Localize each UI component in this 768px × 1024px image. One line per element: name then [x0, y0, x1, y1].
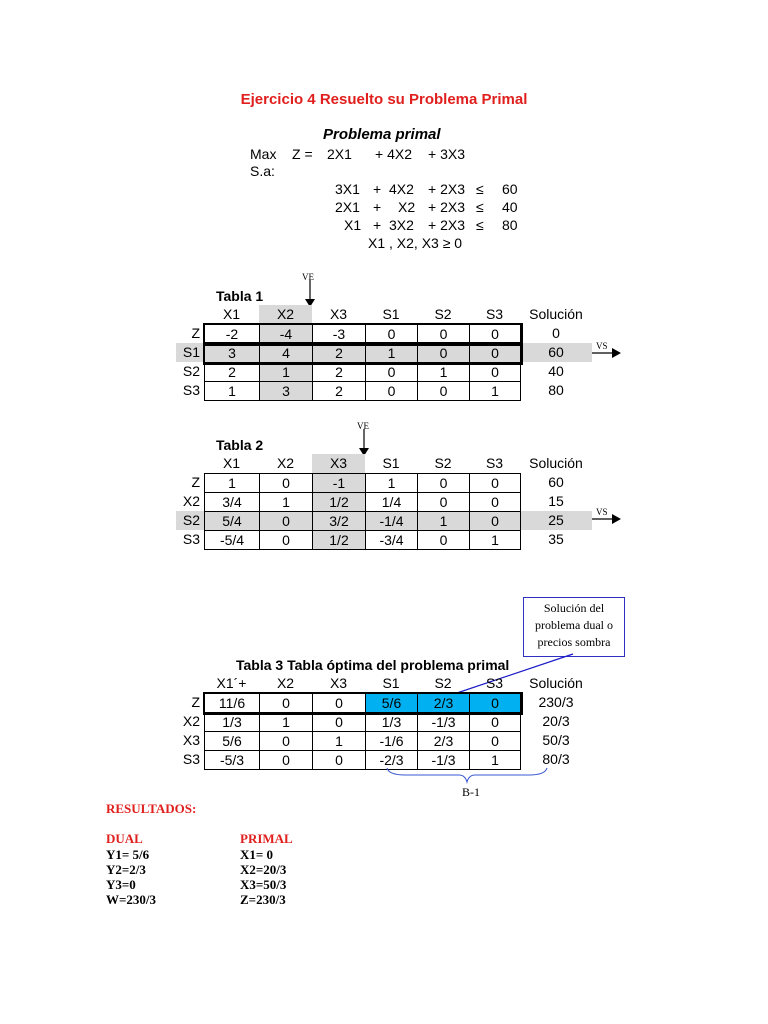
results-heading: RESULTADOS: — [106, 801, 197, 816]
tables-1-rows-3-cells-2: 1/2 — [313, 531, 366, 550]
tables-2-rows-2-cells-4: 2/3 — [418, 732, 470, 751]
tables-1-rows-3-cells-3: -3/4 — [366, 531, 418, 550]
tables-1-rows-0-cells-5: 0 — [470, 474, 521, 493]
tables-2-rows-3-label: S3 — [182, 751, 200, 767]
tabla2 — [204, 473, 521, 550]
tables-1-rows-0-cells-1: 0 — [260, 474, 313, 493]
tabla1-label: Tabla 1 — [216, 288, 264, 304]
tables-0-rows-1-sol: 60 — [548, 344, 564, 360]
dual-y2: Y2=2/3 — [106, 862, 146, 877]
tables-2-rows-2-cells-3: -1/6 — [366, 732, 418, 751]
ve-arrow-1 — [303, 280, 317, 308]
primal-constraints-1-3: + 2X3 — [428, 199, 465, 215]
vs-arrow-1 — [592, 347, 622, 359]
tables-1-rows-2-label: S2 — [182, 512, 200, 528]
tables-1-rows-0-cells-4: 0 — [418, 474, 470, 493]
tables-1-rows-1-cells-0: 3/4 — [205, 493, 260, 512]
table-row — [205, 363, 521, 382]
tables-2-headers-4: S2 — [434, 675, 452, 691]
tables-0-rows-1-cells-2: 2 — [313, 344, 366, 363]
page-title: Ejercicio 4 Resuelto su Problema Primal — [240, 91, 528, 108]
tabla2-label: Tabla 2 — [216, 437, 264, 453]
dual-heading: DUAL — [106, 831, 143, 846]
primal-constraints-1-5: 40 — [502, 199, 518, 215]
tables-0-rows-2-cells-5: 0 — [470, 363, 521, 382]
tables-0-rows-0-cells-0: -2 — [205, 325, 260, 344]
primal-constraints-0-2: 4X2 — [389, 181, 414, 197]
tables-0-rows-3-sol: 80 — [548, 382, 564, 398]
tables-2-rows-3-cells-1: 0 — [260, 751, 313, 770]
dual-y1: Y1= 5/6 — [106, 847, 150, 862]
tables-1-headers-5: S3 — [485, 455, 504, 471]
tables-1-rows-2-cells-5: 0 — [470, 512, 521, 531]
tables-0-rows-2-cells-2: 2 — [313, 363, 366, 382]
ve-label-1: VE — [302, 272, 314, 282]
tables-0-rows-2-cells-4: 1 — [418, 363, 470, 382]
tables-2-rows-3-cells-3: -2/3 — [366, 751, 418, 770]
primal-results-heading: PRIMAL — [240, 831, 293, 846]
tables-0-rows-1-cells-1: 4 — [260, 344, 313, 363]
tables-0-rows-3-cells-5: 1 — [470, 382, 521, 401]
tables-1-rows-2-cells-3: -1/4 — [366, 512, 418, 531]
tables-2-headers-5: S3 — [485, 675, 504, 691]
obj-term-2: + 4X2 — [375, 146, 412, 162]
tables-1-rows-3-cells-5: 1 — [470, 531, 521, 550]
primal-heading: Problema primal — [323, 126, 441, 143]
tables-2-rows-3-sol: 80/3 — [542, 751, 570, 767]
table-row — [205, 325, 521, 344]
tables-1-rows-3-label: S3 — [182, 531, 200, 547]
tabla3-label: Tabla 3 Tabla óptima del problema primal — [236, 657, 510, 673]
tables-0-rows-1-cells-4: 0 — [418, 344, 470, 363]
tables-0-rows-3-cells-4: 0 — [418, 382, 470, 401]
tables-2-rows-2-cells-1: 0 — [260, 732, 313, 751]
table-row — [205, 531, 521, 550]
tables-1-rows-3-cells-1: 0 — [260, 531, 313, 550]
subject-to: S.a: — [250, 163, 275, 179]
tables-0-headers-2: X3 — [329, 306, 348, 322]
tables-1-rows-3-cells-0: -5/4 — [205, 531, 260, 550]
tables-2-rows-2-cells-2: 1 — [313, 732, 366, 751]
tables-0-rows-1-cells-0: 3 — [205, 344, 260, 363]
vs-label-1: VS — [596, 341, 608, 351]
tables-0-rows-0-cells-4: 0 — [418, 325, 470, 344]
tables-2-rows-0-label: Z — [191, 694, 200, 710]
tables-2-rows-2-label: X3 — [182, 732, 200, 748]
tables-0-rows-2-cells-1: 1 — [260, 363, 313, 382]
tables-0-headers-4: S2 — [434, 306, 452, 322]
tables-2-rows-1-cells-1: 1 — [260, 713, 313, 732]
primal-constraints-1-4: ≤ — [476, 199, 484, 215]
binv-label — [462, 785, 480, 800]
table-row — [205, 474, 521, 493]
tables-1-rows-2-sol: 25 — [548, 512, 564, 528]
tables-0-rows-3-cells-1: 3 — [260, 382, 313, 401]
tables-2-rows-0-cells-3: 5/6 — [366, 694, 418, 713]
table-row — [205, 344, 521, 363]
dual-y3: Y3=0 — [106, 877, 136, 892]
primal-constraints-0-3: + 2X3 — [428, 181, 465, 197]
primal-constraints-2-5: 80 — [502, 217, 518, 233]
tables-1-rows-2-cells-2: 3/2 — [313, 512, 366, 531]
tables-0-rows-0-cells-2: -3 — [313, 325, 366, 344]
tables-1-rows-0-sol: 60 — [548, 474, 564, 490]
tabla1-solution-header: Solución — [529, 306, 583, 322]
primal-constraints-0-0: 3X1 — [335, 181, 360, 197]
table-row — [205, 713, 521, 732]
tables-0-rows-2-sol: 40 — [548, 363, 564, 379]
tabla2-header-row — [204, 454, 520, 473]
tables-1-rows-1-cells-1: 1 — [260, 493, 313, 512]
tables-1-rows-0-label: Z — [191, 474, 200, 490]
tables-2-rows-1-cells-0: 1/3 — [205, 713, 260, 732]
tables-0-headers-5: S3 — [485, 306, 504, 322]
tables-2-rows-0-sol: 230/3 — [538, 694, 574, 710]
tables-1-headers-0: X1 — [222, 455, 241, 471]
tables-0-rows-0-label: Z — [191, 325, 200, 341]
tables-2-rows-0-cells-4: 2/3 — [418, 694, 470, 713]
tables-2-rows-1-cells-4: -1/3 — [418, 713, 470, 732]
primal-z: Z=230/3 — [240, 892, 286, 907]
tables-1-rows-2-cells-1: 0 — [260, 512, 313, 531]
primal-constraints-2-3: + 2X3 — [428, 217, 465, 233]
tables-0-rows-0-cells-1: -4 — [260, 325, 313, 344]
tables-1-rows-2-cells-0: 5/4 — [205, 512, 260, 531]
tables-1-rows-1-cells-2: 1/2 — [313, 493, 366, 512]
dual-solution-callout: Solución del problema dual o precios sombra — [523, 597, 625, 657]
tables-1-rows-0-cells-2: -1 — [313, 474, 366, 493]
vs-label-2: VS — [596, 507, 608, 517]
tables-0-rows-2-label: S2 — [182, 363, 200, 379]
tables-2-rows-0-cells-0: 11/6 — [205, 694, 260, 713]
primal-constraints-2-4: ≤ — [476, 217, 484, 233]
tables-0-rows-0-cells-3: 0 — [366, 325, 418, 344]
primal-constraints-0-1: + — [373, 181, 382, 197]
tables-2-rows-0-cells-1: 0 — [260, 694, 313, 713]
tables-1-rows-0-cells-0: 1 — [205, 474, 260, 493]
tabla1 — [204, 324, 521, 401]
tabla3-solution-header: Solución — [529, 675, 583, 691]
tables-0-rows-1-cells-3: 1 — [366, 344, 418, 363]
tables-2-rows-3-cells-5: 1 — [470, 751, 521, 770]
tables-0-rows-1-label: S1 — [182, 344, 200, 360]
primal-x3: X3=50/3 — [240, 877, 287, 892]
primal-constraints-2-1: + — [373, 217, 382, 233]
table-row — [205, 493, 521, 512]
tables-2-headers-3: S1 — [382, 675, 400, 691]
tables-1-rows-1-cells-4: 0 — [418, 493, 470, 512]
primal-constraints-2-0: X1 — [344, 217, 362, 233]
tables-2-rows-1-label: X2 — [182, 713, 200, 729]
primal-x2: X2=20/3 — [240, 862, 287, 877]
tables-0-rows-0-sol: 0 — [552, 325, 560, 341]
tables-0-rows-2-cells-0: 2 — [205, 363, 260, 382]
tables-0-rows-0-cells-5: 0 — [470, 325, 521, 344]
tables-1-headers-4: S2 — [434, 455, 452, 471]
obj-term-1: 2X1 — [327, 146, 352, 162]
tables-2-rows-3-cells-2: 0 — [313, 751, 366, 770]
tables-1-rows-1-sol: 15 — [548, 493, 564, 509]
tables-1-rows-0-cells-3: 1 — [366, 474, 418, 493]
ve-arrow-2 — [357, 429, 371, 457]
obj-max: Max — [250, 146, 277, 162]
tables-2-headers-0: X1´+ — [216, 675, 247, 691]
tables-2-rows-1-cells-2: 0 — [313, 713, 366, 732]
table-row — [205, 382, 521, 401]
tables-1-headers-1: X2 — [276, 455, 295, 471]
tables-1-rows-3-sol: 35 — [548, 531, 564, 547]
tables-0-rows-1-cells-5: 0 — [470, 344, 521, 363]
primal-x1: X1= 0 — [240, 847, 274, 862]
primal-constraints-0-5: 60 — [502, 181, 518, 197]
table-row — [205, 732, 521, 751]
tables-0-headers-0: X1 — [222, 306, 241, 322]
tables-2-rows-2-cells-5: 0 — [470, 732, 521, 751]
obj-term-3: + 3X3 — [428, 146, 465, 162]
nonnegativity: X1 , X2, X3 ≥ 0 — [368, 235, 463, 251]
tabla3 — [204, 693, 521, 770]
primal-constraints-1-2: X2 — [398, 199, 416, 215]
primal-constraints-1-1: + — [373, 199, 382, 215]
vs-arrow-2 — [592, 513, 622, 525]
tables-0-rows-2-cells-3: 0 — [366, 363, 418, 382]
primal-constraints-0-4: ≤ — [476, 181, 484, 197]
tabla3-header-row — [204, 674, 520, 693]
tables-1-rows-3-cells-4: 0 — [418, 531, 470, 550]
tables-0-rows-3-cells-3: 0 — [366, 382, 418, 401]
obj-z: Z = — [292, 146, 313, 162]
binv-text: B-1 — [462, 785, 480, 799]
tabla2-solution-header: Solución — [529, 455, 583, 471]
table-row — [205, 512, 521, 531]
tables-2-rows-3-cells-4: -1/3 — [418, 751, 470, 770]
primal-constraints-1-0: 2X1 — [335, 199, 360, 215]
tables-2-rows-2-cells-0: 5/6 — [205, 732, 260, 751]
binv-brace — [385, 766, 550, 786]
tables-0-headers-1: X2 — [276, 306, 295, 322]
tables-0-rows-3-cells-2: 2 — [313, 382, 366, 401]
tables-1-headers-2: X3 — [329, 455, 348, 471]
tables-1-rows-1-cells-5: 0 — [470, 493, 521, 512]
tables-2-rows-1-cells-5: 0 — [470, 713, 521, 732]
tabla1-header-row — [204, 305, 520, 324]
tables-1-rows-1-label: X2 — [182, 493, 200, 509]
primal-constraints-2-2: 3X2 — [389, 217, 414, 233]
table-row — [205, 694, 521, 713]
tables-2-rows-1-cells-3: 1/3 — [366, 713, 418, 732]
tables-0-headers-3: S1 — [382, 306, 400, 322]
tables-2-headers-2: X3 — [329, 675, 348, 691]
tables-2-rows-0-cells-2: 0 — [313, 694, 366, 713]
tables-2-rows-1-sol: 20/3 — [542, 713, 570, 729]
tables-0-rows-3-cells-0: 1 — [205, 382, 260, 401]
tables-2-headers-1: X2 — [276, 675, 295, 691]
tables-1-headers-3: S1 — [382, 455, 400, 471]
ve-label-2: VE — [357, 421, 369, 431]
dual-w: W=230/3 — [106, 892, 157, 907]
tables-2-rows-0-cells-5: 0 — [470, 694, 521, 713]
tables-1-rows-2-cells-4: 1 — [418, 512, 470, 531]
tables-2-rows-2-sol: 50/3 — [542, 732, 570, 748]
tables-1-rows-1-cells-3: 1/4 — [366, 493, 418, 512]
tables-2-rows-3-cells-0: -5/3 — [205, 751, 260, 770]
tables-0-rows-3-label: S3 — [182, 382, 200, 398]
